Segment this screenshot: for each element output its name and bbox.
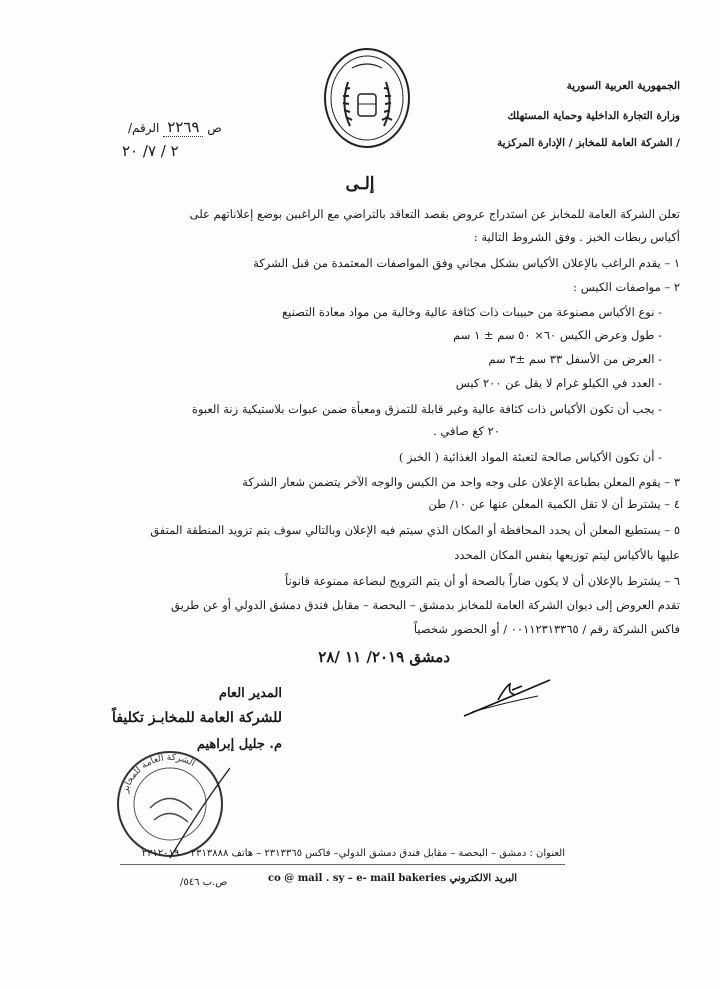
spec-2: - طول وعرض الكيس ٦٠× ٥٠ سم ± ١ سم (453, 328, 662, 342)
footer-divider (120, 864, 565, 865)
official-stamp-icon (110, 748, 230, 860)
condition-2: ٢ – مواصفات الكيس : (573, 280, 680, 294)
intro-line-2: أكياس ربطات الخبز . وفق الشروط التالية : (473, 230, 680, 244)
footer-po-box: ص.ب ٥٤٦/ (180, 877, 228, 888)
spec-1: - نوع الأكياس مصنوعة من حبيبات ذات كثافة عالية وخالية من مواد معادة التصنيع (282, 305, 662, 319)
condition-4: ٤ – يشترط أن لا تقل الكمية المعلن عنها عن ١٠/ طن (428, 497, 680, 511)
recipient-heading: إلـى (345, 174, 375, 194)
stamp-text: الشركة العامة للمخابز (120, 752, 197, 794)
condition-5-continued: عليها بالأكياس ليتم توزيعها بنفس المكان المحدد (454, 548, 680, 562)
signature-organization: للشركة العامة للمخابـز تكليفاً (112, 710, 282, 726)
reference-date: ٢ / ٧/ ٢٠ (122, 142, 179, 160)
signature-title: المدير العام (218, 686, 282, 701)
condition-6: ٦ – يشترط بالإعلان أن لا يكون ضاراً بالصحة أو أن يتم الترويج لبضاعة ممنوعة قانوناً (284, 574, 680, 588)
condition-3: ٣ – يقوم المعلن بطباعة الإعلان على وجه واحد من الكيس والوجه الآخر يتضمن شعار الشركة (242, 475, 680, 489)
footer-email-row (268, 873, 517, 884)
spec-5: - يجب أن تكون الأكياس ذات كثافة عالية وغير قابلة للتمزق ومعبأة ضمن عبوات بلاستيكية زنة العبوة (191, 402, 662, 416)
reference-number-label: الرقم (132, 121, 160, 135)
submission-line-2: فاكس الشركة رقم / ٠٠١١٢٣١٣٣٦٥ / أو الحضور شخصياً (413, 622, 680, 636)
condition-1: ١ – يقدم الراغب بالإعلان الأكياس بشكل مجاني وفق المواصفات المعتمدة من قبل الشركة (253, 256, 680, 270)
footer-address: العنوان : دمشق – البحصة – مقابل فندق دمشق الدولي– فاكس ٢٣١٣٣٦٥ – هاتف ٢٣١٣٨٨٨ – ٢٣١٢٠١٩ (141, 848, 565, 859)
letterhead-country: الجمهورية العربية السورية (566, 80, 680, 92)
signature-name: م. جليل إبراهيم (196, 737, 282, 752)
svg-text:الشركة العامة للمخابز (120, 753, 196, 795)
spec-4: - العدد في الكيلو غرام لا يقل عن ٢٠٠ كيس (455, 376, 662, 390)
issue-date: دمشق ٢٠١٩/ ١١ /٢٨ (318, 648, 450, 666)
submission-line-1: تقدم العروض إلى ديوان الشركة العامة للمخابز بدمشق – البحصة – مقابل فندق دمشق الدولي أو عن طريق (171, 598, 680, 612)
reference-number-line (128, 118, 222, 136)
spec-5-continued: ٢٠ كغ صافي . (433, 424, 500, 438)
letterhead-ministry: وزارة التجارة الداخلية وحماية المستهلك (507, 110, 680, 122)
company-emblem-icon (322, 46, 412, 150)
reference-number: ٢٢٦٩ (163, 118, 203, 137)
condition-5: ٥ – يستطيع المعلن أن يحدد المحافظة أو المكان الذي سيتم فيه الإعلان وبالتالي سوف يتم تزويد المنطقة المتفق (150, 523, 680, 537)
spec-6: - أن تكون الأكياس صالحة لتعبئة المواد الغذائية ( الخبز ) (398, 450, 662, 464)
spec-3: - العرض من الأسفل ٣٣ سم ±٣ سم (488, 352, 662, 366)
footer-email: co @ mail . sy – e- mail bakeries (268, 873, 447, 884)
letterhead-company: الشركة العامة للمخابز / الإدارة المركزية / (497, 137, 680, 149)
reference-suffix: /ص (128, 121, 222, 135)
footer-email-label: البريد الالكتروني (449, 873, 518, 884)
intro-line-1: تعلن الشركة العامة للمخابز عن استدراج عروض بقصد التعاقد بالتراضي مع الراغبين بوضع إعلاناتهم على (189, 207, 680, 221)
handwritten-signature-icon (458, 672, 558, 722)
